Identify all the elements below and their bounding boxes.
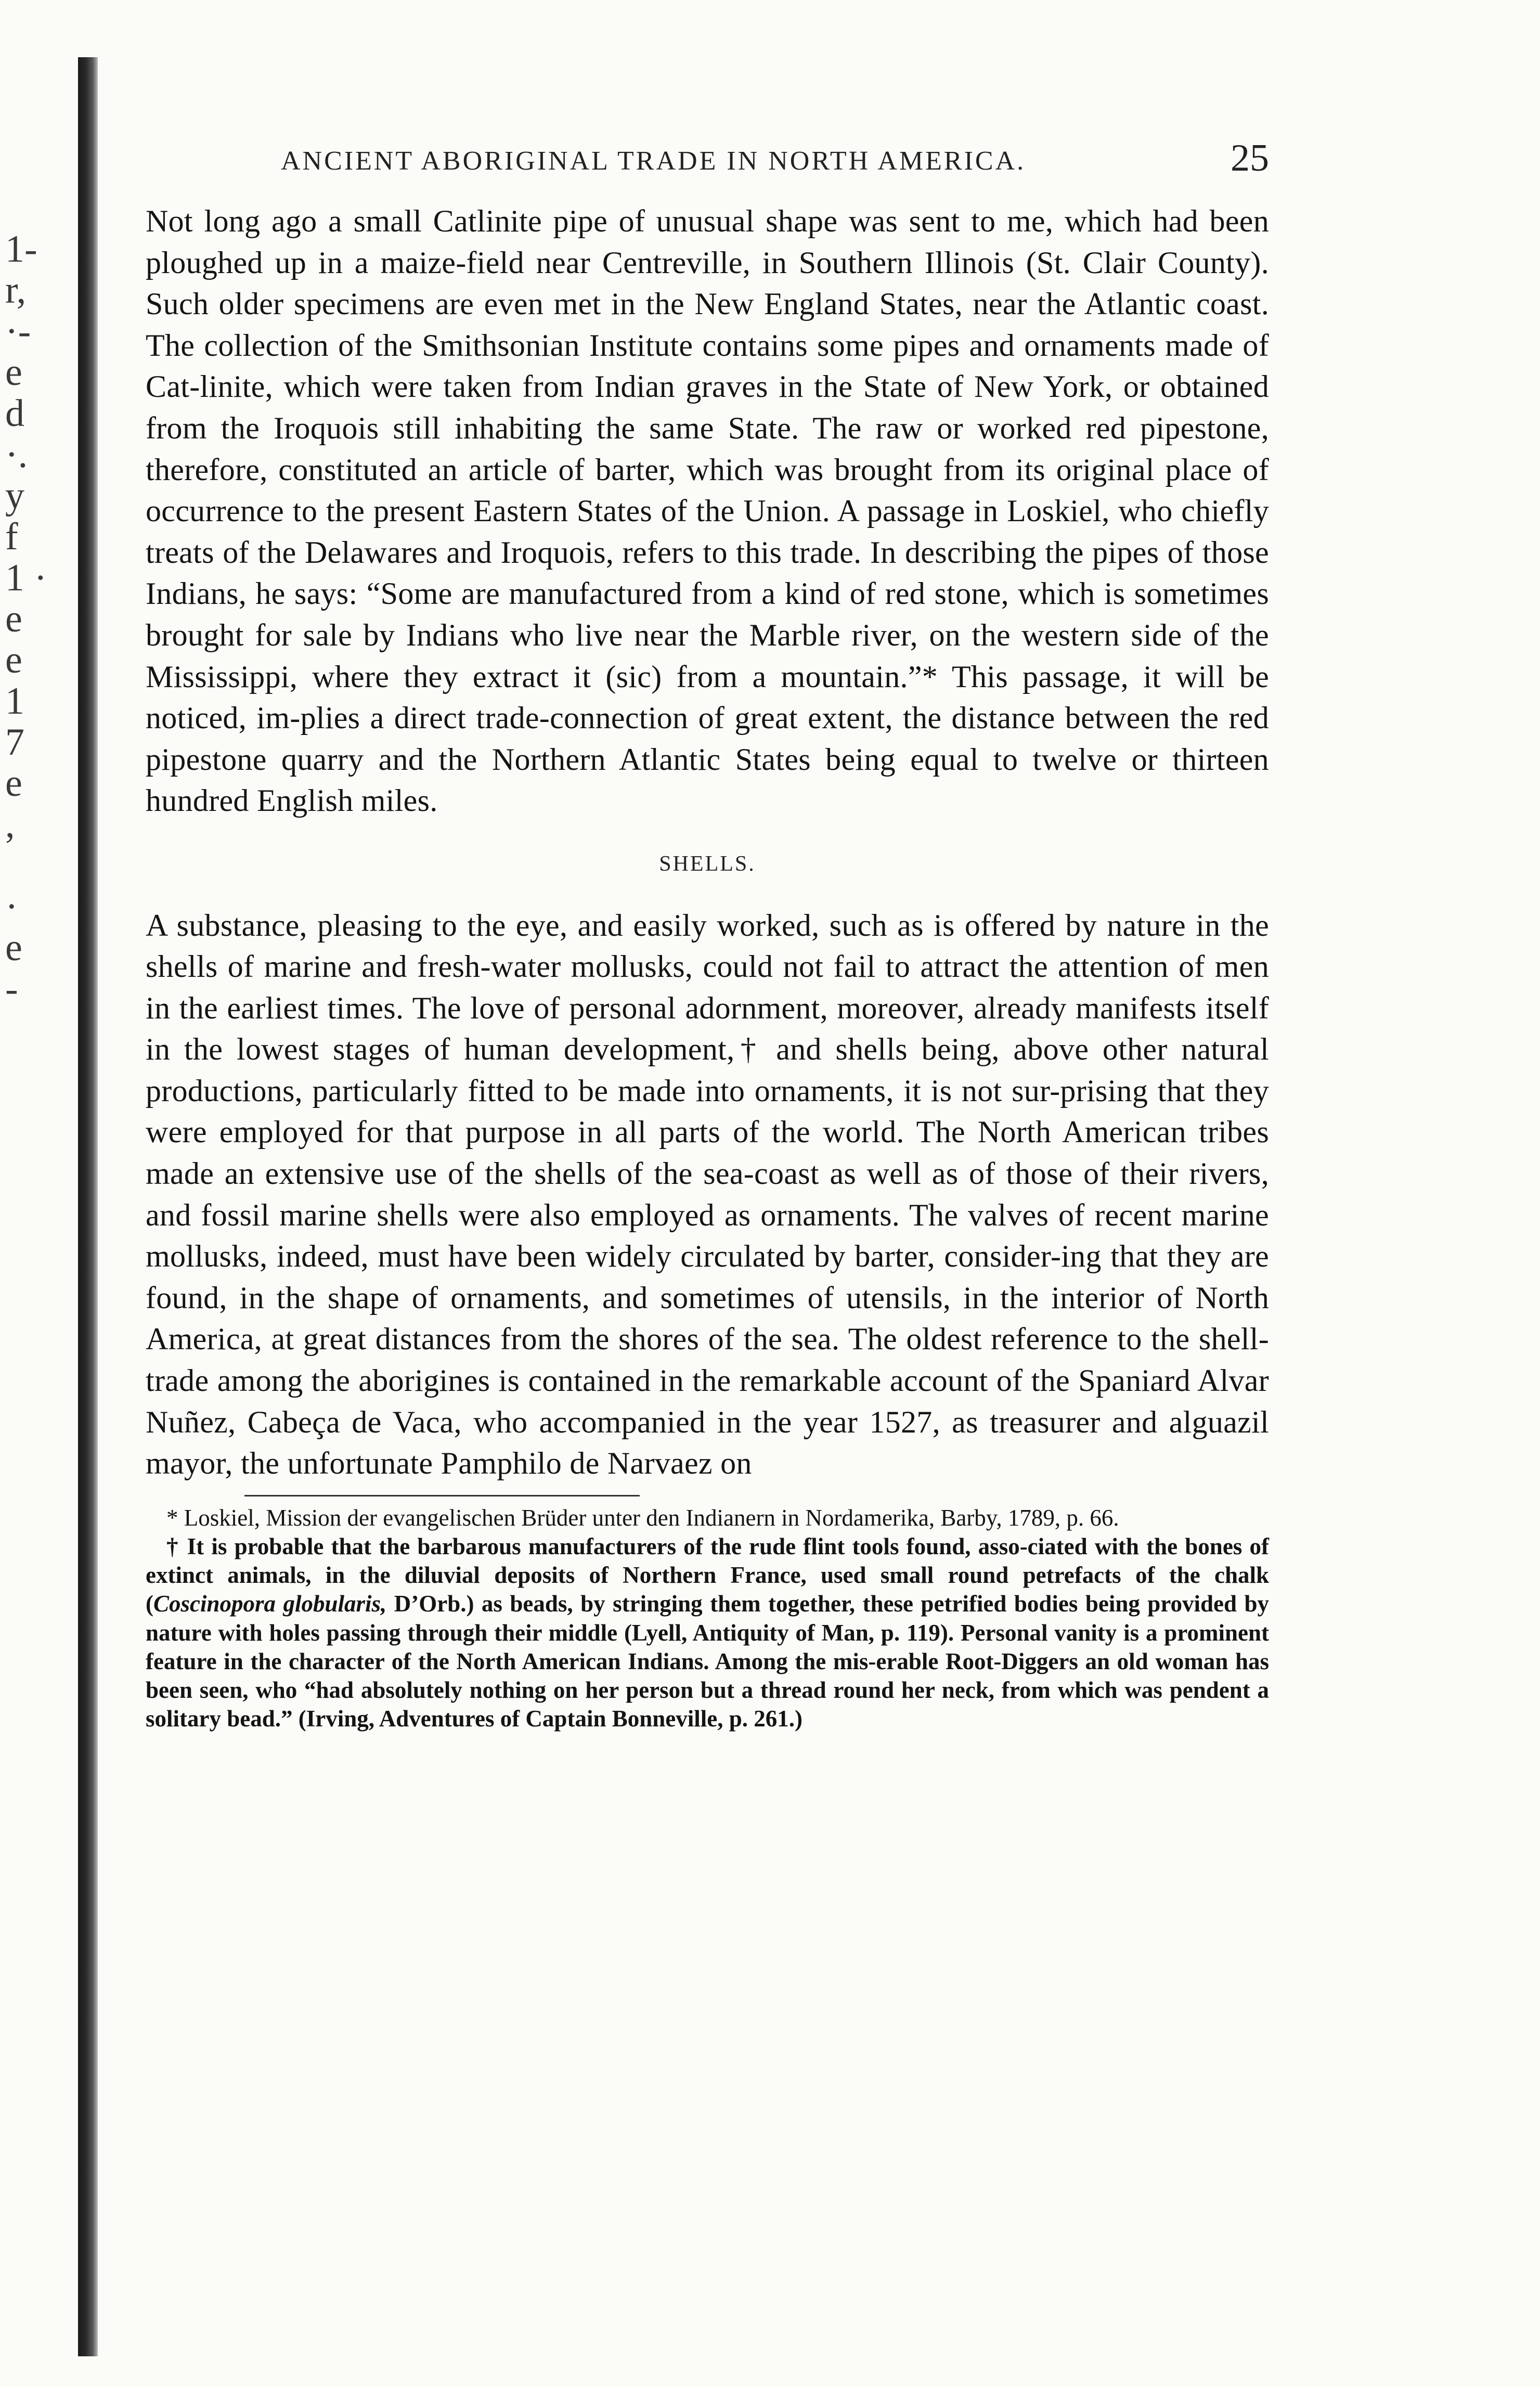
running-title: ANCIENT ABORIGINAL TRADE IN NORTH AMERICA. [281, 146, 1026, 176]
footnote-flint-tools-italic: Coscinopora globularis, [153, 1591, 387, 1617]
margin-bleed-line: · [5, 885, 18, 928]
margin-bleed-line: d [5, 392, 24, 435]
footnote-flint-tools-text-a: † It is probable that the barbarous manufacturers of the rude flint tools found, asso-ciated with the bones of extinct animals, in the diluvial deposits of Northern France, used small round petrefacts of the chalk ( [146, 1533, 1269, 1617]
paragraph-shells: A substance, pleasing to the eye, and easily worked, such as is offered by nature in the shells of marine and fresh-water mollusks, could not fail to attract the attention of men in the earliest times. The love of personal adornment, moreover, already manifests itself in the lowest stages of human development,† and shells being, above other natural productions, particularly fitted to be made into ornaments, it is not sur-prising that they were employed for that purpose in all parts of the world. The North American tribes made an extensive use of the shells of the sea-coast as well as of those of their rivers, and fossil marine shells were also employed as ornaments. The valves of recent marine mollusks, indeed, must have been widely circulated by barter, consider-ing that they are found, in the shape of ornaments, and sometimes of utensils, in the interior of North America, at great distances from the shores of the sea. The oldest reference to the shell-trade among the aborigines is contained in the remarkable account of the Spaniard Alvar Nuñez, Cabeça de Vaca, who accompanied in the year 1527, as treasurer and alguazil mayor, the unfortunate Pamphilo de Narvaez on [146, 908, 1269, 1481]
margin-bleed-line: y [5, 474, 24, 517]
margin-bleed-line: - [5, 967, 18, 1010]
margin-bleed-line: 7 [5, 721, 24, 764]
footnote-loskiel: * Loskiel, Mission der evangelischen Brüder unter den Indianern in Nordamerika, Barby, 1789, p. 66. [166, 1504, 1119, 1531]
margin-bleed-text [5, 229, 47, 1010]
margin-bleed-line: e [5, 639, 22, 681]
binding-gutter [78, 57, 98, 2356]
margin-bleed-line: 1 · [5, 557, 47, 599]
margin-bleed-line: , [5, 803, 15, 846]
margin-bleed-line: 1- [5, 228, 37, 270]
footnote-rule [244, 1495, 640, 1496]
margin-bleed-line: ·. [5, 433, 28, 476]
margin-bleed-line [5, 845, 47, 886]
page-number: 25 [1231, 137, 1269, 179]
footnote-flint-tools [146, 1532, 1269, 1733]
running-head [146, 130, 1269, 192]
footnotes [146, 1504, 1269, 1734]
book-page [146, 130, 1269, 1733]
body-text [146, 201, 1269, 1485]
margin-bleed-line: e [5, 762, 22, 805]
margin-bleed-line: f [5, 515, 18, 558]
margin-bleed-line: e [5, 926, 22, 969]
section-heading-shells: SHELLS. [659, 851, 756, 876]
margin-bleed-line: ·- [5, 310, 31, 353]
margin-bleed-line: 1 [5, 680, 24, 722]
margin-bleed-line: r, [5, 269, 27, 312]
margin-bleed-line: e [5, 598, 22, 640]
margin-bleed-line: e [5, 351, 22, 394]
paragraph-catlinite: Not long ago a small Catlinite pipe of unusual shape was sent to me, which had been ploughed up in a maize-field near Centreville, in Southern Illinois (St. Clair County). Such older specimens are even met in the New England States, near the Atlantic coast. The collection of the Smithsonian Institute contains some pipes and ornaments made of Cat-linite, which were taken from Indian graves in the State of New York, or obtained from the Iroquois still inhabiting the same State. The raw or worked red pipestone, therefore, constituted an article of barter, which was brought from its original place of occurrence to the present Eastern States of the Union. A passage in Loskiel, who chiefly treats of the Delawares and Iroquois, refers to this trade. In describing the pipes of those Indians, he says: “Some are manufactured from a kind of red stone, which is sometimes brought for sale by Indians who live near the Marble river, on the western side of the Mississippi, where they extract it (sic) from a mountain.”* This passage, it will be noticed, im-plies a direct trade-connection of great extent, the distance between the red pipestone quarry and the Northern Atlantic States being equal to twelve or thirteen hundred English miles. [146, 204, 1269, 818]
footnote-flint-tools-text-b: D’Orb.) as beads, by stringing them together, these petrified bodies being provided by nature with holes passing through their middle (Lyell, Antiquity of Man, p. 119). Personal vanity is a prominent feature in the character of the North American Indians. Among the mis-erable Root-Diggers an old woman has been seen, who “had absolutely nothing on her person but a thread round her neck, from which was pendent a solitary bead.” (Irving, Adventures of Captain Bonneville, p. 261.) [146, 1591, 1269, 1732]
